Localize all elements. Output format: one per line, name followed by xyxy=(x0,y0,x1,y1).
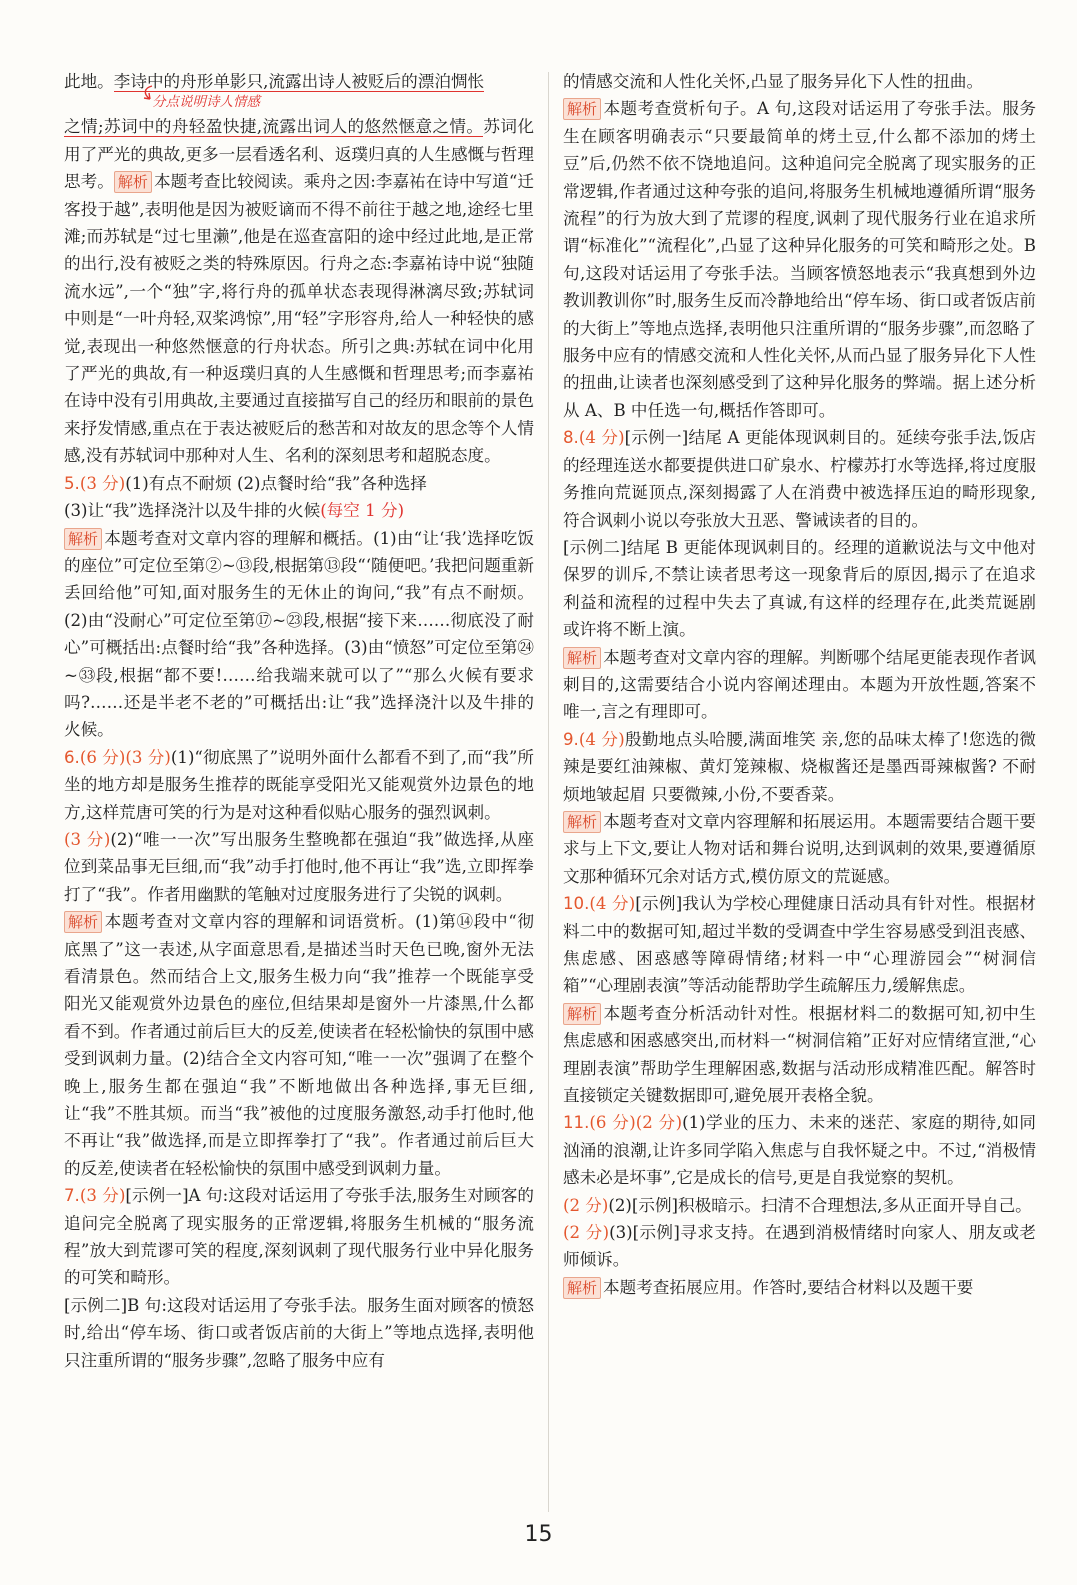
q8-answer xyxy=(563,424,1036,534)
q11-answer-a: (1)学业的压力、未来的迷茫、家庭的期待,如同汹涌的浪潮,让许多同学陷入焦虑与自我怀疑之中。不过,“消极情感未必是坏事”,它是成长的信号,更是自我觉察的契机。 xyxy=(563,1113,1036,1188)
handwritten-annotation xyxy=(64,95,534,113)
q11-answer-b: (2)[示例]积极暗示。扫清不合理想法,多从正面开导自己。 xyxy=(608,1195,1032,1215)
q4-underlined-text-2: 之情;苏词中的舟轻盈快捷,流露出词人的悠然惬意之情。 xyxy=(64,117,484,137)
score-label: (2 分) xyxy=(563,1195,609,1215)
q11-analysis: 本题考查拓展应用。作答时,要结合材料以及题干要 xyxy=(603,1277,974,1297)
q10-answer xyxy=(563,890,1036,1000)
analysis-tag: 解析 xyxy=(114,171,152,193)
score-label: (6 分) xyxy=(589,1113,636,1133)
analysis-tag: 解析 xyxy=(563,1277,601,1299)
q11-answer xyxy=(563,1109,1036,1191)
q9-answer-text: 殷勤地点头哈腰,满面堆笑 亲,您的品味太棒了!您选的微辣是要红油辣椒、黄灯笼辣椒、烧椒酱还是墨西哥辣椒酱? 不耐烦地皱起眉 只要微辣,小份,不要香菜。 xyxy=(563,729,1036,804)
question-number: 5. xyxy=(64,473,80,493)
q10-analysis: 本题考查分析活动针对性。根据材料二的数据可知,初中生焦虑感和困惑感突出,而材料一“树洞信箱”正好对应情绪宣泄,“心理剧表演”帮助学生理解困惑,数据与活动形成精准匹配。解答时直接锁定关键数据即可,避免展开表格全貌。 xyxy=(563,1003,1036,1106)
q11-answer-c: (3)[示例]寻求支持。在遇到消极情绪时向家人、朋友或老师倾诉。 xyxy=(563,1223,1037,1270)
score-label: (4 分) xyxy=(578,729,625,749)
q5-answer-text: (1)有点不耐烦 (2)点餐时给“我”各种选择 xyxy=(125,473,427,493)
score-label: (3 分) xyxy=(64,829,111,849)
score-label: (3 分) xyxy=(79,473,126,493)
q8-analysis: 本题考查对文章内容的理解。判断哪个结尾更能表现作者讽刺目的,这需要结合小说内容阐述理由。本题为开放性题,答案不唯一,言之有理即可。 xyxy=(563,647,1036,722)
question-number: 9. xyxy=(563,729,579,749)
analysis-tag: 解析 xyxy=(64,911,102,933)
q5-answer xyxy=(64,470,534,497)
question-number: 8. xyxy=(563,428,579,448)
q5-analysis: 本题考查对文章内容的理解和概括。(1)由“让‘我’选择吃饭的座位”可定位至第②~⑬段,根据第⑬段“‘随便吧。’我把问题重新丢回给他”可知,面对服务生的无休止的询问,“我”有点不耐烦。(2)由“没耐心”可定位至第⑰~㉓段,根据“接下来……彻底没了耐心”可概括出:点餐时给“我”各种选择。(3)由“愤怒”可定位至第㉔~㉝段,根据“都不要!……给我端来就可以了”“那么火候有要求吗?……还是半老不老的”可概括出:让“我”选择浇汁以及牛排的火候。 xyxy=(64,528,534,740)
q6-answer xyxy=(64,744,534,826)
q7-answer xyxy=(64,1182,534,1292)
question-number: 7. xyxy=(64,1186,80,1206)
q4-text: 此地。 xyxy=(64,72,114,91)
score-label: (3 分) xyxy=(79,1186,126,1206)
analysis-tag: 解析 xyxy=(563,647,601,669)
q4-underlined-text: 李诗中的舟形单影只,流露出诗人被贬后的漂泊惆怅 xyxy=(113,72,485,91)
score-label: (2 分) xyxy=(635,1113,683,1133)
q4-analysis: 本题考查比较阅读。乘舟之因:李嘉祐在诗中写道“迁客投于越”,表明他是因为被贬谪而不得不前往于越之地,途经七里滩;而苏轼是“过七里濑”,他是在巡查富阳的途中经过此地,是正常的出行,没有被贬之类的特殊原因。行舟之态:李嘉祐诗中说“独随流水远”,一个“独”字,将行舟的孤单状态表现得淋漓尽致;苏轼词中则是“一叶舟轻,双桨鸿惊”,用“轻”字形容舟,给人一种轻快的感觉,表现出一种悠然惬意的行舟状态。所引之典:苏轼在词中化用了严光的典故,有一种返璞归真的人生感慨和哲理思考;而李嘉祐在诗中没有引用典故,主要通过直接描写自己的经历和眼前的景色来抒发情感,重点在于表达被贬后的愁苦和对故友的思念等个人情感,没有苏轼词中那种对人生、名利的深刻思考和超脱态度。 xyxy=(64,172,535,466)
q9-analysis: 本题考查对文章内容理解和拓展运用。本题需要结合题干要求与上下文,要让人物对话和舞台说明,达到讽刺的效果,要遵循原文那种循环冗余对话方式,模仿原文的荒诞感。 xyxy=(563,811,1036,886)
q7-analysis: 本题考查赏析句子。A 句,这段对话运用了夸张手法。服务生在顾客明确表示“只要最简单的烤土豆,什么都不添加的烤土豆”后,仍然不依不饶地追问。这种追问完全脱离了现实服务的正常逻辑,作者通过这种夸张的追问,将服务生机械地遵循所谓“服务流程”的行为放大到了荒谬的程度,讽刺了现代服务行业在追求所谓“标准化”“流程化”,凸显了这种异化服务的可笑和畸形之处。B 句,这段对话运用了夸张手法。当顾客愤怒地表示“我真想到外边教训教训你”时,服务生反而冷静地给出“停车场、街口或者饭店前的大街上”等地点选择,表明他只注重所谓的“服务步骤”,而忽略了服务中应有的情感交流和人性化关怀,从而凸显了服务异化下人性的扭曲,让读者也深刻感受到了这种异化服务的弊端。据上述分析从 A、B 中任选一句,概括作答即可。 xyxy=(563,99,1036,420)
q8-example-1: [示例一]结尾 A 更能体现讽刺目的。延续夸张手法,饭店的经理连送水都要提供进口矿泉水、柠檬苏打水等选择,将过度服务推向荒诞顶点,深刻揭露了人在消费中被选择压迫的畸形现象,符合讽刺小说以夸张放大丑恶、警诫读者的目的。 xyxy=(563,428,1037,530)
analysis-tag: 解析 xyxy=(563,1003,601,1025)
q7-example-1: [示例一]A 句:这段对话运用了夸张手法,服务生对顾客的追问完全脱离了现实服务的正常逻辑,将服务生机械的“服务流程”放大到荒谬可笑的程度,深刻讽刺了现代服务行业中异化服务的可笑和畸形。 xyxy=(64,1186,534,1288)
right-column xyxy=(563,68,1036,1301)
q5-answer-text-2: (3)让“我”选择浇汁以及牛排的火候 xyxy=(64,501,321,521)
q7-example-2-cont: 的情感交流和人性化关怀,凸显了服务异化下人性的扭曲。 xyxy=(563,72,984,91)
question-number: 11. xyxy=(563,1113,590,1133)
score-label: (6 分) xyxy=(79,747,126,767)
q6-answer-b: (2)“唯一一次”写出服务生整晚都在强迫“我”做选择,从座位到菜品事无巨细,而“我”动手打他时,他不再让“我”选,立即挥拳打了“我”。作者用幽默的笔触对过度服务进行了尖锐的讽刺。 xyxy=(64,829,534,904)
q4-answer xyxy=(64,68,534,95)
question-number: 10. xyxy=(563,894,590,914)
q7-example-2: [示例二]B 句:这段对话运用了夸张手法。服务生面对顾客的愤怒时,给出“停车场、街口或者饭店前的大街上”等地点选择,表明他只注重所谓的“服务步骤”,忽略了服务中应有 xyxy=(64,1295,534,1370)
page-number: 15 xyxy=(524,1522,553,1547)
score-label: (2 分) xyxy=(563,1223,610,1243)
analysis-tag: 解析 xyxy=(563,98,601,120)
left-column xyxy=(64,68,534,1374)
score-label: (3 分) xyxy=(125,747,171,767)
q8-example-2: [示例二]结尾 B 更能体现讽刺目的。经理的道歉说法与文中他对保罗的训斥,不禁让读者思考这一现象背后的原因,揭示了在追求利益和流程的过程中失去了真诚,有这样的经理存在,此类荒诞剧或许将不断上演。 xyxy=(563,537,1036,640)
analysis-tag: 解析 xyxy=(64,528,102,550)
score-label: (4 分) xyxy=(589,894,636,914)
q4-text-2: 苏词化用了严光的典故,更多一层看透名利、返璞归真的人生感慨与哲理思考。 xyxy=(64,117,534,192)
q10-answer-text: [示例]我认为学校心理健康日活动具有针对性。根据材料二中的数据可知,超过半数的受调查中学生容易感受到沮丧感、焦虑感、困惑感等障碍情绪;材料一中“心理游园会”“树洞信箱”“心理剧表演”等活动能帮助学生疏解压力,缓解焦虑。 xyxy=(563,894,1036,996)
handwritten-note: 分点说明诗人情感 xyxy=(152,94,260,111)
score-label: (4 分) xyxy=(578,428,625,448)
q5-score-note: (每空 1 分) xyxy=(320,501,405,521)
q6-analysis: 本题考查对文章内容的理解和词语赏析。(1)第⑭段中“彻底黑了”这一表述,从字面意思看,是描述当时天色已晚,窗外无法看清景色。然而结合上文,服务生极力向“我”推荐一个既能享受阳光又能观赏外边景色的座位,但结果却是窗外一片漆黑,什么都看不到。作者通过前后巨大的反差,使读者在轻松愉快的氛围中感受到讽刺力量。(2)结合全文内容可知,“唯一一次”强调了在整个晚上,服务生都在强迫“我”不断地做出各种选择,事无巨细,让“我”不胜其烦。而当“我”被他的过度服务激怒,动手打他时,他不再让“我”做选择,而是立即挥拳打了“我”。作者通过前后巨大的反差,使读者在轻松愉快的氛围中感受到讽刺力量。 xyxy=(64,912,534,1178)
q9-answer xyxy=(563,726,1036,808)
column-divider xyxy=(548,72,549,1512)
analysis-tag: 解析 xyxy=(563,811,601,833)
q6-answer-a: (1)“彻底黑了”说明外面什么都看不到了,而“我”所坐的地方却是服务生推荐的既能享受阳光又能观赏外边景色的地方,这样荒唐可笑的行为是对这种看似贴心服务的强烈讽刺。 xyxy=(64,747,534,822)
question-number: 6. xyxy=(64,747,80,767)
